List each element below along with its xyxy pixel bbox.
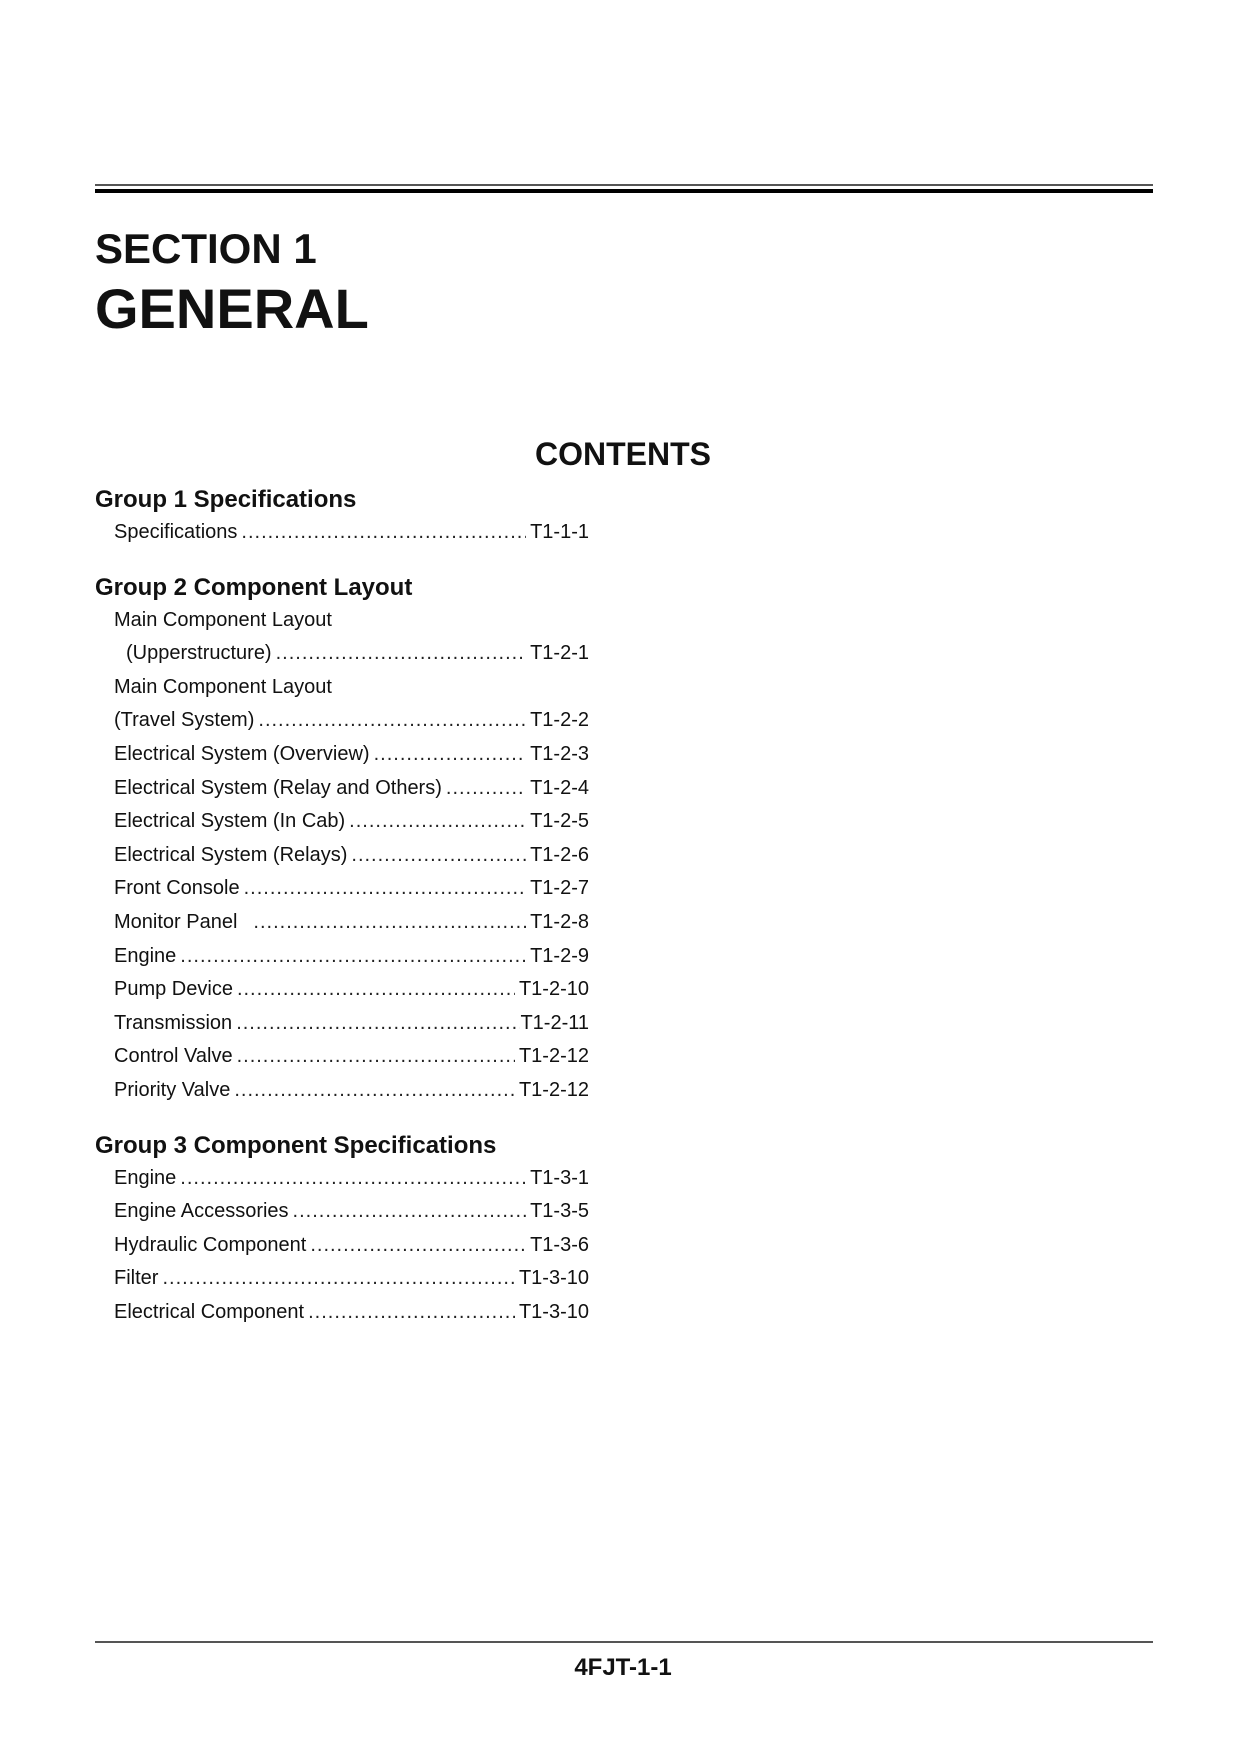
toc-entry-page: T1-2-4 (530, 776, 589, 799)
toc-entry[interactable] (95, 805, 589, 839)
toc-entry-page: T1-2-9 (530, 944, 589, 967)
dot-leader (349, 805, 526, 839)
toc-group-2 (95, 572, 589, 1108)
page-number: 4FJT-1-1 (574, 1654, 672, 1681)
toc-entry-page: T1-3-10 (518, 1267, 589, 1290)
toc-entry-label: Main Component Layout (114, 608, 332, 631)
group-heading: Group 2 Component Layout (95, 573, 413, 601)
table-of-contents (95, 484, 589, 1351)
toc-entry[interactable] (95, 1007, 589, 1041)
toc-entry[interactable] (95, 604, 589, 638)
toc-entry-label: Electrical System (Overview) (114, 742, 370, 765)
toc-group-3 (95, 1130, 589, 1330)
toc-entry-label: Engine (114, 944, 177, 967)
toc-entry-page: T1-2-5 (530, 810, 589, 833)
toc-entry-page: T1-3-6 (530, 1233, 589, 1256)
footer-rule (95, 1641, 1153, 1643)
toc-entry-page: T1-2-12 (518, 1045, 589, 1068)
toc-entry-page: T1-2-1 (530, 642, 589, 665)
toc-entry[interactable] (95, 704, 589, 738)
toc-entry[interactable] (95, 1262, 589, 1296)
toc-entry-label: Monitor Panel (114, 910, 238, 933)
dot-leader (162, 1262, 515, 1296)
toc-entry-label: Electrical Component (114, 1300, 305, 1323)
toc-entry-page: T1-3-5 (530, 1200, 589, 1223)
dot-leader (237, 973, 515, 1007)
toc-entry-page: T1-2-10 (518, 978, 589, 1001)
dot-leader (234, 1074, 515, 1108)
toc-entry[interactable] (95, 516, 589, 550)
toc-entry-label: (Upperstructure) (126, 642, 272, 665)
dot-leader (293, 1195, 527, 1229)
toc-entry-page: T1-3-1 (530, 1166, 589, 1189)
toc-entry-label: Main Component Layout (114, 675, 332, 698)
toc-entry-label: Priority Valve (114, 1078, 231, 1101)
toc-entry-page: T1-3-10 (518, 1300, 589, 1323)
section-number: SECTION 1 (95, 225, 317, 272)
toc-entry-label: Engine Accessories (114, 1200, 289, 1223)
toc-entry-page: T1-2-7 (530, 877, 589, 900)
toc-entry[interactable] (95, 1296, 589, 1330)
dot-leader (351, 839, 526, 873)
header-rule-thick (95, 189, 1153, 193)
toc-entry[interactable] (95, 1040, 589, 1074)
dot-leader (237, 1040, 515, 1074)
group-heading: Group 3 Component Specifications (95, 1131, 497, 1159)
toc-entry-page: T1-2-3 (530, 742, 589, 765)
dot-leader (308, 1296, 515, 1330)
dot-leader (253, 906, 526, 940)
toc-entry[interactable] (95, 1195, 589, 1229)
dot-leader (236, 1007, 520, 1041)
toc-entry[interactable] (95, 1229, 589, 1263)
dot-leader (446, 772, 526, 806)
dot-leader (276, 637, 526, 671)
toc-entry[interactable] (95, 973, 589, 1007)
toc-entry-label: (Travel System) (114, 709, 255, 732)
toc-entry-label: Engine (114, 1166, 177, 1189)
toc-entry-page: T1-1-1 (530, 521, 589, 543)
toc-entry[interactable] (95, 872, 589, 906)
toc-entry-label: Electrical System (Relay and Others) (114, 776, 442, 799)
dot-leader (310, 1229, 526, 1263)
toc-group-1 (95, 484, 589, 550)
toc-entry[interactable] (95, 772, 589, 806)
toc-entry-label: Front Console (114, 877, 240, 900)
toc-entry[interactable] (95, 738, 589, 772)
toc-entry-label: Hydraulic Component (114, 1233, 307, 1256)
toc-entry-label: Electrical System (Relays) (114, 843, 348, 866)
toc-entry-page: T1-2-12 (518, 1078, 589, 1101)
dot-leader (374, 738, 526, 772)
toc-entry-page: T1-2-11 (520, 1011, 589, 1034)
toc-entry[interactable] (95, 1162, 589, 1196)
contents-title: CONTENTS (535, 436, 711, 472)
toc-entry[interactable] (95, 671, 589, 705)
toc-entry[interactable] (95, 906, 589, 940)
toc-entry-label: Filter (114, 1267, 159, 1290)
toc-entry[interactable] (95, 839, 589, 873)
toc-entry-label: Pump Device (114, 978, 233, 1001)
toc-entry-label: Transmission (114, 1011, 233, 1034)
toc-entry-page: T1-2-8 (530, 910, 589, 933)
toc-entry-label: Control Valve (114, 1045, 233, 1068)
dot-leader (244, 872, 526, 906)
toc-entry[interactable] (95, 637, 589, 671)
dot-leader (258, 704, 526, 738)
toc-entry[interactable] (95, 940, 589, 974)
dot-leader (180, 1162, 526, 1196)
toc-entry-label: Electrical System (In Cab) (114, 810, 346, 833)
group-heading: Group 1 Specifications (95, 486, 357, 513)
dot-leader (241, 516, 526, 550)
dot-leader (180, 940, 526, 974)
toc-entry-page: T1-2-6 (530, 843, 589, 866)
toc-entry-label: Specifications (114, 521, 238, 543)
toc-entry-page: T1-2-2 (530, 709, 589, 732)
header-rule-thin (95, 184, 1153, 186)
section-title: GENERAL (95, 277, 369, 340)
toc-entry[interactable] (95, 1074, 589, 1108)
